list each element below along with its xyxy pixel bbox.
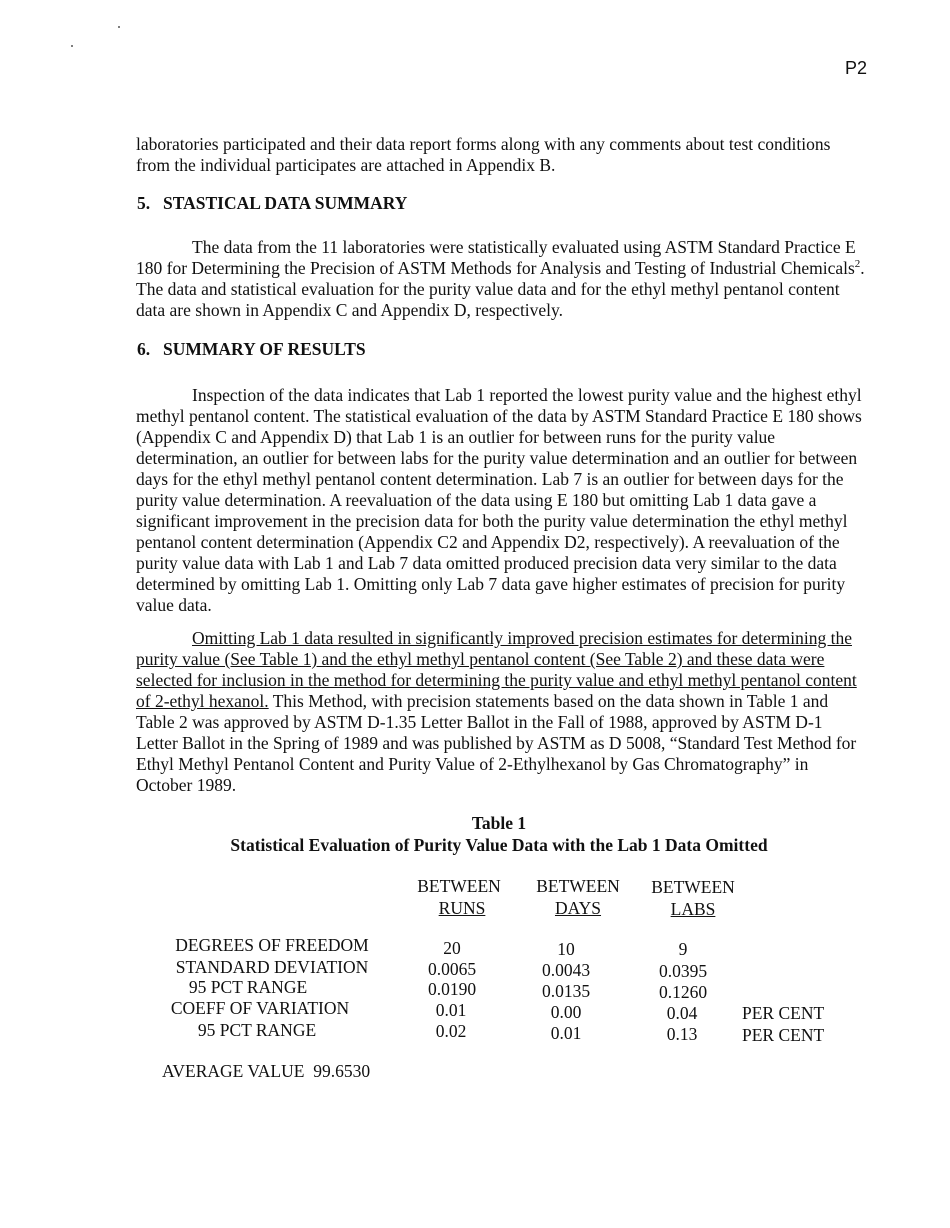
section-5-number: 5. xyxy=(137,193,151,213)
underlined-conclusion: Omitting Lab 1 data resulted in significantly improved precision estimates for determining the purity value (See Table 1) and the ethyl methyl pentanol content (See Table 2) and these data were selected for inclusion in the method for determining the purity value and ethyl methyl pentanol content of 2-ethyl hexanol. xyxy=(136,628,857,711)
row-label: 95 PCT RANGE xyxy=(188,977,308,997)
table-cell: 0.0135 xyxy=(541,981,591,1001)
table-cell: 0.1260 xyxy=(658,982,708,1002)
column-header-top: BETWEEN xyxy=(417,876,501,896)
column-header-top: BETWEEN xyxy=(651,877,735,897)
table-cell: 0.00 xyxy=(550,1002,582,1022)
footnote-superscript: 2 xyxy=(854,258,861,271)
table-1-label: Table 1 xyxy=(471,813,527,833)
column-header-bottom: RUNS xyxy=(438,898,486,918)
section-5-paragraph xyxy=(136,237,866,321)
table-1-title: Statistical Evaluation of Purity Value Data with the Lab 1 Data Omitted xyxy=(230,835,768,855)
table-cell: 0.01 xyxy=(550,1023,582,1043)
section-6-number: 6. xyxy=(137,339,151,359)
section-5-text-before: The data from the 11 laboratories were statistically evaluated using ASTM Standard Practice E 180 for Determining the Precision of ASTM Methods for Analysis and Testing of Industrial Chemicals xyxy=(136,237,856,278)
table-cell: 0.13 xyxy=(666,1024,698,1044)
section-6-paragraph-2 xyxy=(136,628,866,796)
average-value: AVERAGE VALUE 99.6530 xyxy=(162,1061,371,1081)
table-cell: 20 xyxy=(443,938,461,958)
section-6-heading xyxy=(137,339,366,360)
approval-text: This Method, with precision statements based on the data shown in Table 1 and Table 2 was approved by ASTM D-1.35 Letter Ballot in the Fall of 1988, approved by ASTM D-1 Letter Ballot in the Spring of 1989 and was published by ASTM as D 5008, “Standard Test Method for Ethyl Methyl Pentanol Content and Purity Value of 2-Ethylhexanol by Gas Chromatography” in October 1989. xyxy=(136,691,857,795)
table-cell: 0.02 xyxy=(435,1021,467,1041)
table-cell: 0.0190 xyxy=(427,979,477,999)
table-cell: 0.0043 xyxy=(541,960,591,980)
row-label: 95 PCT RANGE xyxy=(197,1020,317,1040)
section-5-title: STASTICAL DATA SUMMARY xyxy=(163,193,408,213)
column-header-top: BETWEEN xyxy=(536,876,620,896)
column-header-bottom: LABS xyxy=(670,899,716,919)
table-cell: 0.0395 xyxy=(658,961,708,981)
section-6-title: SUMMARY OF RESULTS xyxy=(163,339,366,359)
unit-label: PER CENT xyxy=(742,1003,825,1023)
intro-paragraph: laboratories participated and their data report forms along with any comments about test conditions from the individual participates are attached in Appendix B. xyxy=(136,134,831,175)
row-label: COEFF OF VARIATION xyxy=(170,998,350,1018)
section-5-heading xyxy=(137,193,407,214)
column-header-bottom: DAYS xyxy=(554,898,602,918)
table-cell: 0.01 xyxy=(435,1000,467,1020)
table-cell: 9 xyxy=(678,939,688,959)
section-5-text-after: . The data and statistical evaluation for the purity value data and for the ethyl methyl pentanol content data are shown in Appendix C and Appendix D, respectively. xyxy=(136,258,865,320)
scan-speck xyxy=(118,26,120,28)
section-6-paragraph-1: Inspection of the data indicates that Lab 1 reported the lowest purity value and the highest ethyl methyl pentanol content. The statistical evaluation of the data by ASTM Standard Practice E 180 shows (Appendix C and Appendix D) that Lab 1 is an outlier for between runs for the purity value determination, an outlier for between labs for the purity value determination and an outlier for between days for the ethyl methyl pentanol content determination. Lab 7 is an outlier for between days for the purity value determination. A reevaluation of the data using E 180 but omitting Lab 1 data gave a significant improvement in the precision data for both the purity value determination the ethyl methyl pentanol content determination (Appendix C2 and Appendix D2, respectively). A reevaluation of the purity value data with Lab 1 and Lab 7 data omitted produced precision data very similar to the data determined by omitting Lab 1. Omitting only Lab 7 data gave higher estimates of precision for purity value data. xyxy=(136,385,862,615)
page-number: P2 xyxy=(845,58,868,78)
unit-label: PER CENT xyxy=(742,1025,825,1045)
table-cell: 0.04 xyxy=(666,1003,698,1023)
scan-speck xyxy=(71,45,73,47)
row-label: DEGREES OF FREEDOM xyxy=(175,935,369,955)
table-cell: 0.0065 xyxy=(427,959,477,979)
row-label: STANDARD DEVIATION xyxy=(175,957,369,977)
table-cell: 10 xyxy=(557,939,575,959)
